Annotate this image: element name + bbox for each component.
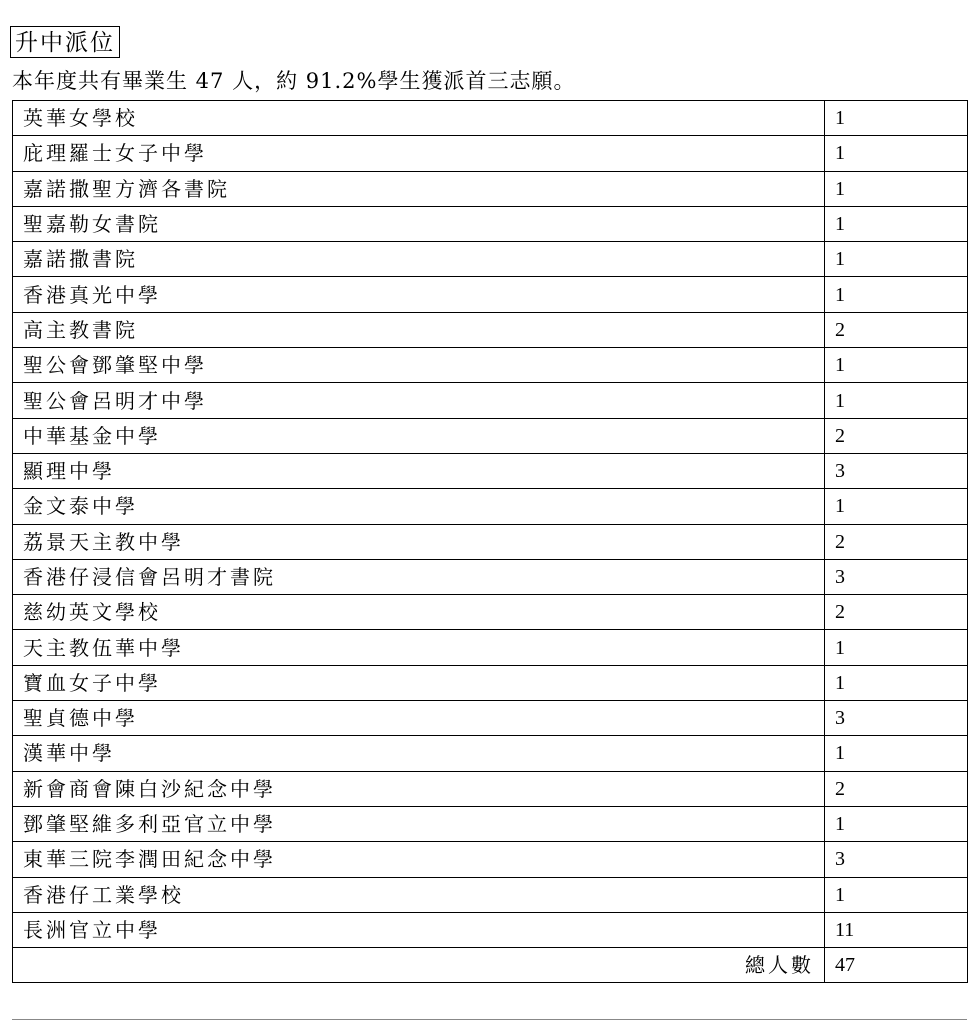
school-name-cell: 嘉諾撒書院 [13, 242, 825, 277]
school-name-cell: 聖嘉勒女書院 [13, 206, 825, 241]
student-count-cell: 2 [825, 595, 968, 630]
student-count-cell: 3 [825, 559, 968, 594]
table-row [13, 418, 968, 453]
table-row [13, 595, 968, 630]
student-count-cell: 1 [825, 348, 968, 383]
student-count-cell: 1 [825, 736, 968, 771]
school-name-cell: 高主教書院 [13, 312, 825, 347]
student-count-cell: 2 [825, 418, 968, 453]
school-name-cell: 庇理羅士女子中學 [13, 136, 825, 171]
student-count-cell: 3 [825, 701, 968, 736]
table-row [13, 701, 968, 736]
student-count-cell: 1 [825, 242, 968, 277]
student-count-cell: 1 [825, 136, 968, 171]
table-row [13, 630, 968, 665]
school-name-cell: 英華女學校 [13, 101, 825, 136]
table-body [13, 101, 968, 983]
total-count: 47 [825, 948, 968, 983]
table-row [13, 206, 968, 241]
student-count-cell: 1 [825, 877, 968, 912]
student-count-cell: 1 [825, 101, 968, 136]
table-row [13, 877, 968, 912]
school-name-cell: 聖貞德中學 [13, 701, 825, 736]
school-name-cell: 荔景天主教中學 [13, 524, 825, 559]
school-name-cell: 顯理中學 [13, 453, 825, 488]
summary-text: 本年度共有畢業生 47 人，約 91.2%學生獲派首三志願。 [12, 69, 576, 93]
table-row [13, 383, 968, 418]
student-count-cell: 1 [825, 206, 968, 241]
table-row [13, 171, 968, 206]
table-row [13, 736, 968, 771]
total-label: 總人數 [13, 948, 825, 983]
school-name-cell: 漢華中學 [13, 736, 825, 771]
table-row [13, 912, 968, 947]
school-name-cell: 香港真光中學 [13, 277, 825, 312]
school-name-cell: 寶血女子中學 [13, 665, 825, 700]
bottom-rule [12, 1019, 967, 1020]
table-row [13, 348, 968, 383]
total-row [13, 948, 968, 983]
table-row [13, 524, 968, 559]
table-row [13, 842, 968, 877]
table-row [13, 312, 968, 347]
table-row [13, 136, 968, 171]
page-title: 升中派位 [10, 26, 120, 58]
school-name-cell: 長洲官立中學 [13, 912, 825, 947]
school-name-cell: 中華基金中學 [13, 418, 825, 453]
student-count-cell: 1 [825, 489, 968, 524]
school-name-cell: 聖公會呂明才中學 [13, 383, 825, 418]
school-name-cell: 鄧肇堅維多利亞官立中學 [13, 806, 825, 841]
table-row [13, 665, 968, 700]
table-row [13, 559, 968, 594]
school-allocation-table [12, 100, 968, 983]
student-count-cell: 3 [825, 453, 968, 488]
student-count-cell: 3 [825, 842, 968, 877]
student-count-cell: 2 [825, 771, 968, 806]
school-name-cell: 嘉諾撒聖方濟各書院 [13, 171, 825, 206]
school-name-cell: 香港仔浸信會呂明才書院 [13, 559, 825, 594]
table-row [13, 453, 968, 488]
student-count-cell: 1 [825, 665, 968, 700]
table-row [13, 771, 968, 806]
school-name-cell: 新會商會陳白沙紀念中學 [13, 771, 825, 806]
table-row [13, 242, 968, 277]
student-count-cell: 1 [825, 383, 968, 418]
student-count-cell: 1 [825, 630, 968, 665]
student-count-cell: 2 [825, 312, 968, 347]
table-row [13, 101, 968, 136]
school-name-cell: 金文泰中學 [13, 489, 825, 524]
school-name-cell: 東華三院李潤田紀念中學 [13, 842, 825, 877]
school-name-cell: 天主教伍華中學 [13, 630, 825, 665]
table-row [13, 806, 968, 841]
school-name-cell: 香港仔工業學校 [13, 877, 825, 912]
school-name-cell: 聖公會鄧肇堅中學 [13, 348, 825, 383]
student-count-cell: 1 [825, 806, 968, 841]
student-count-cell: 1 [825, 171, 968, 206]
student-count-cell: 1 [825, 277, 968, 312]
table-row [13, 489, 968, 524]
table-row [13, 277, 968, 312]
student-count-cell: 2 [825, 524, 968, 559]
student-count-cell: 11 [825, 912, 968, 947]
school-name-cell: 慈幼英文學校 [13, 595, 825, 630]
